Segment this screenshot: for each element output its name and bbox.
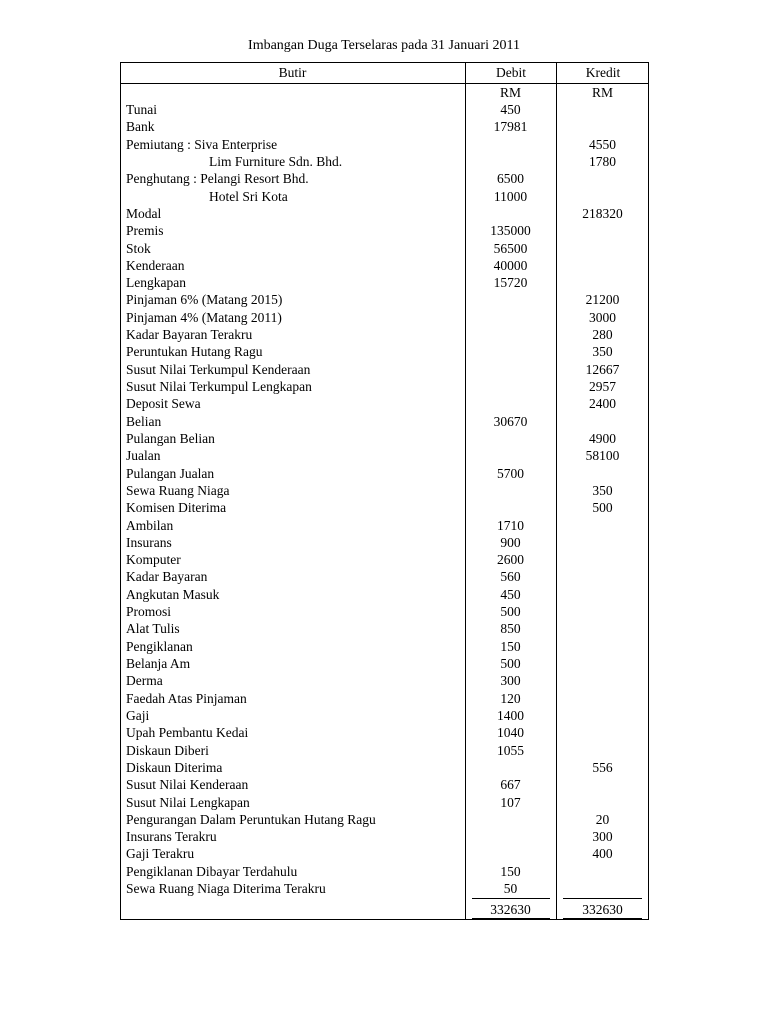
row-credit: 21200: [585, 292, 620, 308]
row-credit: 500: [592, 500, 613, 516]
table-row: [0, 534, 768, 551]
row-debit: 150: [500, 638, 521, 654]
column-header-debit: Debit: [465, 62, 556, 84]
row-label: Bank: [126, 119, 155, 135]
row-credit: 1780: [589, 153, 616, 169]
document-title: Imbangan Duga Terselaras pada 31 Januari 2011: [248, 38, 520, 53]
row-label: Insurans Terakru: [126, 829, 217, 845]
row-debit: 450: [500, 586, 521, 602]
credit-total: 332630: [582, 902, 623, 917]
row-label: Gaji Terakru: [126, 846, 195, 862]
table-row: [0, 170, 768, 187]
row-label: Sewa Ruang Niaga Diterima Terakru: [126, 881, 326, 897]
row-label: Kadar Bayaran Terakru: [126, 327, 253, 343]
row-debit: 900: [500, 534, 521, 550]
row-credit: 300: [592, 829, 613, 845]
row-credit: 12667: [585, 361, 620, 377]
table-row: [0, 101, 768, 118]
table-body: [0, 101, 768, 897]
row-label: Sewa Ruang Niaga: [126, 482, 230, 498]
row-debit: 300: [500, 673, 521, 689]
row-debit: 17981: [493, 119, 528, 135]
row-label: Premis: [126, 223, 164, 239]
row-credit: 350: [592, 482, 613, 498]
table-row: [0, 378, 768, 395]
row-label: Pulangan Jualan: [126, 465, 215, 481]
credit-total-underline: [563, 918, 642, 919]
row-label: Pemiutang : Siva Enterprise: [126, 136, 278, 152]
row-debit: 450: [500, 102, 521, 117]
row-debit: 1055: [497, 742, 524, 758]
row-sublabel: Lim Furniture Sdn. Bhd.: [209, 153, 343, 169]
row-credit: 280: [592, 327, 613, 343]
row-debit: 560: [500, 569, 521, 585]
row-label: Kenderaan: [126, 257, 185, 273]
row-debit: 500: [500, 604, 521, 620]
table-row: [0, 240, 768, 257]
column-header-credit: Kredit: [556, 62, 649, 84]
table-row: [0, 603, 768, 620]
debit-total-underline: [472, 918, 550, 919]
table-row: [0, 845, 768, 862]
table-row: [0, 776, 768, 793]
row-debit: 50: [503, 881, 518, 897]
table-row: [0, 586, 768, 603]
table-row: [0, 568, 768, 585]
row-debit: 120: [500, 690, 521, 706]
row-label: Kadar Bayaran: [126, 569, 208, 585]
row-debit: 5700: [497, 465, 524, 481]
row-label: Pinjaman 6% (Matang 2015): [126, 292, 283, 308]
row-debit: 1400: [497, 707, 524, 723]
row-credit: 350: [592, 344, 613, 360]
row-label: Faedah Atas Pinjaman: [126, 690, 247, 706]
debit-currency: RM: [499, 85, 521, 100]
row-label: Peruntukan Hutang Ragu: [126, 344, 263, 360]
row-label: Susut Nilai Terkumpul Kenderaan: [126, 361, 311, 377]
row-label: Susut Nilai Lengkapan: [126, 794, 250, 810]
table-row: [0, 447, 768, 464]
table-row: [0, 361, 768, 378]
table-row: [0, 188, 768, 205]
row-label: Pengurangan Dalam Peruntukan Hutang Ragu: [126, 811, 376, 827]
debit-total: 332630: [490, 902, 531, 917]
credit-currency: RM: [591, 85, 613, 100]
row-label: Gaji: [126, 707, 150, 723]
row-label: Pulangan Belian: [126, 430, 215, 446]
table-row: [0, 482, 768, 499]
row-label: Upah Pembantu Kedai: [126, 725, 249, 741]
row-debit: 500: [500, 656, 521, 671]
row-credit: 2400: [589, 396, 616, 412]
row-label: Jualan: [126, 448, 161, 464]
table-row: [0, 672, 768, 689]
row-debit: 667: [500, 777, 521, 793]
table-row: [0, 551, 768, 568]
table-row: [0, 638, 768, 655]
row-label: Stok: [126, 240, 151, 256]
row-label: Komisen Diterima: [126, 500, 227, 516]
row-credit: 3000: [589, 309, 616, 325]
row-label: Belian: [126, 413, 162, 429]
table-row: [0, 811, 768, 828]
row-label: Komputer: [126, 552, 181, 568]
table-row: [0, 274, 768, 291]
table-row: [0, 742, 768, 759]
row-credit: 20: [595, 811, 610, 827]
row-label: Susut Nilai Terkumpul Lengkapan: [126, 379, 312, 394]
row-credit: 2957: [589, 379, 616, 394]
row-credit: 4550: [589, 136, 616, 152]
row-label: Insurans: [126, 534, 172, 550]
table-row: [0, 136, 768, 153]
table-row: [0, 118, 768, 135]
row-label: Diskaun Diberi: [126, 742, 209, 758]
row-credit: 58100: [585, 448, 620, 464]
table-row: [0, 517, 768, 534]
row-debit: 2600: [497, 552, 524, 568]
row-label: Diskaun Diterima: [126, 759, 223, 775]
table-row: [0, 257, 768, 274]
row-debit: 40000: [493, 257, 528, 273]
row-label: Susut Nilai Kenderaan: [126, 777, 249, 793]
credit-total-rule: [563, 898, 642, 899]
table-row: [0, 828, 768, 845]
table-row: [0, 759, 768, 776]
row-label: Belanja Am: [126, 656, 191, 671]
table-row: [0, 222, 768, 239]
row-label: Promosi: [126, 604, 172, 620]
row-label: Modal: [126, 205, 162, 221]
row-debit: 56500: [493, 240, 528, 256]
row-credit: 400: [592, 846, 613, 862]
row-credit: 218320: [582, 205, 623, 221]
table-row: [0, 326, 768, 343]
table-row: [0, 880, 768, 897]
row-debit: 6500: [497, 171, 524, 187]
row-label: Pinjaman 4% (Matang 2011): [126, 309, 282, 325]
table-row: [0, 863, 768, 880]
row-label: Pengiklanan: [126, 638, 193, 654]
table-row: [0, 655, 768, 672]
table-row: [0, 309, 768, 326]
row-label: Deposit Sewa: [126, 396, 201, 412]
row-debit: 850: [500, 621, 521, 637]
row-label: Penghutang : Pelangi Resort Bhd.: [126, 171, 309, 187]
row-label: Angkutan Masuk: [126, 586, 220, 602]
table-row: [0, 724, 768, 741]
row-debit: 135000: [490, 223, 531, 239]
row-credit: 4900: [589, 430, 616, 446]
row-debit: 150: [500, 863, 521, 879]
table-row: [0, 707, 768, 724]
table-row: [0, 413, 768, 430]
row-sublabel: Hotel Sri Kota: [209, 188, 288, 204]
table-row: [0, 690, 768, 707]
row-debit: 11000: [493, 188, 528, 204]
table-row: [0, 395, 768, 412]
table-row: [0, 153, 768, 170]
debit-total-rule: [472, 898, 550, 899]
row-label: Tunai: [126, 102, 158, 117]
table-row: [0, 465, 768, 482]
row-debit: 107: [500, 794, 521, 810]
table-row: [0, 620, 768, 637]
row-credit: 556: [592, 759, 613, 775]
row-label: Lengkapan: [126, 275, 186, 291]
row-label: Alat Tulis: [126, 621, 180, 637]
row-label: Ambilan: [126, 517, 174, 533]
column-header-item: Butir: [120, 62, 465, 84]
row-debit: 1710: [497, 517, 524, 533]
row-label: Derma: [126, 673, 163, 689]
table-row: [0, 205, 768, 222]
row-debit: 1040: [497, 725, 524, 741]
table-row: [0, 499, 768, 516]
row-debit: 15720: [493, 275, 528, 291]
table-row: [0, 794, 768, 811]
table-row: [0, 430, 768, 447]
row-debit: 30670: [493, 413, 528, 429]
table-row: [0, 291, 768, 308]
table-row: [0, 343, 768, 360]
row-label: Pengiklanan Dibayar Terdahulu: [126, 863, 298, 879]
